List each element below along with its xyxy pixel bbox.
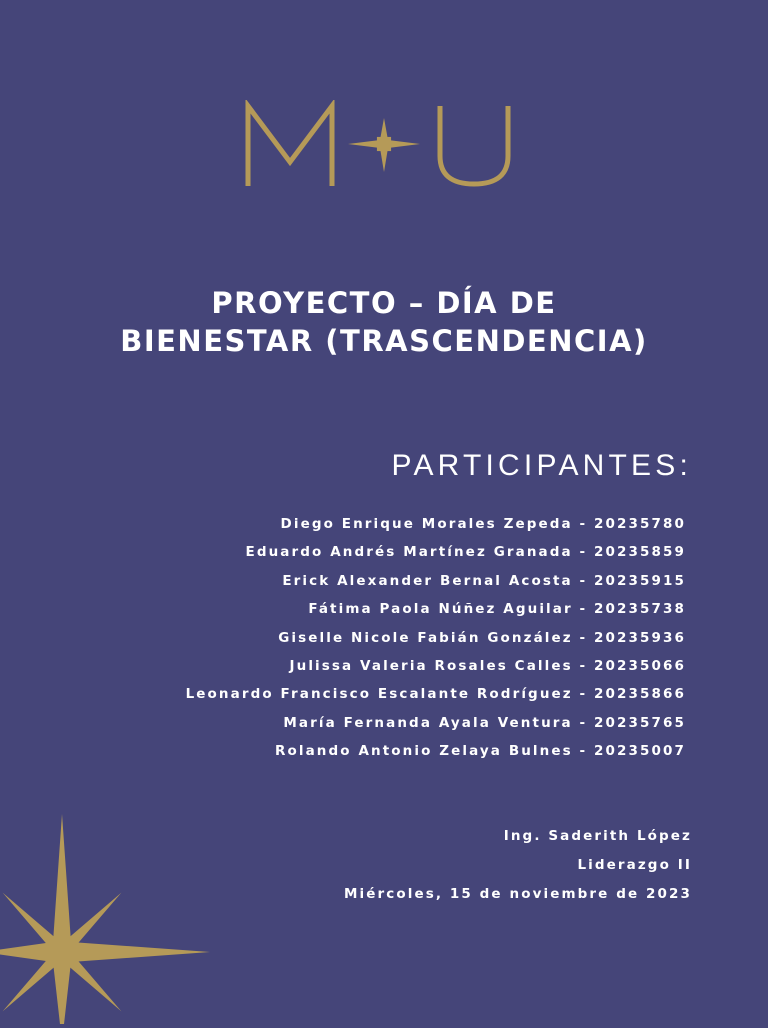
footer-info <box>344 822 692 909</box>
eight-point-star-icon <box>0 812 210 1024</box>
participant-item: Julissa Valeria Rosales Calles - 20235066 <box>289 658 686 675</box>
document-title <box>0 284 768 360</box>
instructor-name: Ing. Saderith López <box>503 828 692 844</box>
participants-list <box>186 510 686 766</box>
presentation-date: Miércoles, 15 de noviembre de 2023 <box>343 886 692 902</box>
participants-heading: PARTICIPANTES: <box>391 449 692 482</box>
participant-item: Giselle Nicole Fabián González - 20235936 <box>278 629 686 646</box>
logo-letter-m <box>248 106 332 186</box>
participant-item: María Fernanda Ayala Ventura - 20235765 <box>283 714 686 731</box>
participant-item: Leonardo Francisco Escalante Rodríguez - 20235866 <box>185 686 686 703</box>
participant-item: Eduardo Andrés Martínez Granada - 20235859 <box>245 544 686 561</box>
participant-item: Erick Alexander Bernal Acosta - 20235915 <box>282 572 686 589</box>
title-line-2: BIENESTAR (TRASCENDENCIA) <box>120 324 648 358</box>
logo <box>244 100 524 190</box>
participant-item: Rolando Antonio Zelaya Bulnes - 20235007 <box>274 743 686 760</box>
title-line-1: PROYECTO – DÍA DE <box>211 286 557 320</box>
four-point-star-icon <box>348 118 420 172</box>
participant-item: Fátima Paola Núñez Aguilar - 20235738 <box>308 601 686 618</box>
participant-item: Diego Enrique Morales Zepeda - 20235780 <box>280 516 686 532</box>
course-name: Liderazgo II <box>577 857 692 873</box>
logo-letter-u <box>440 106 508 184</box>
